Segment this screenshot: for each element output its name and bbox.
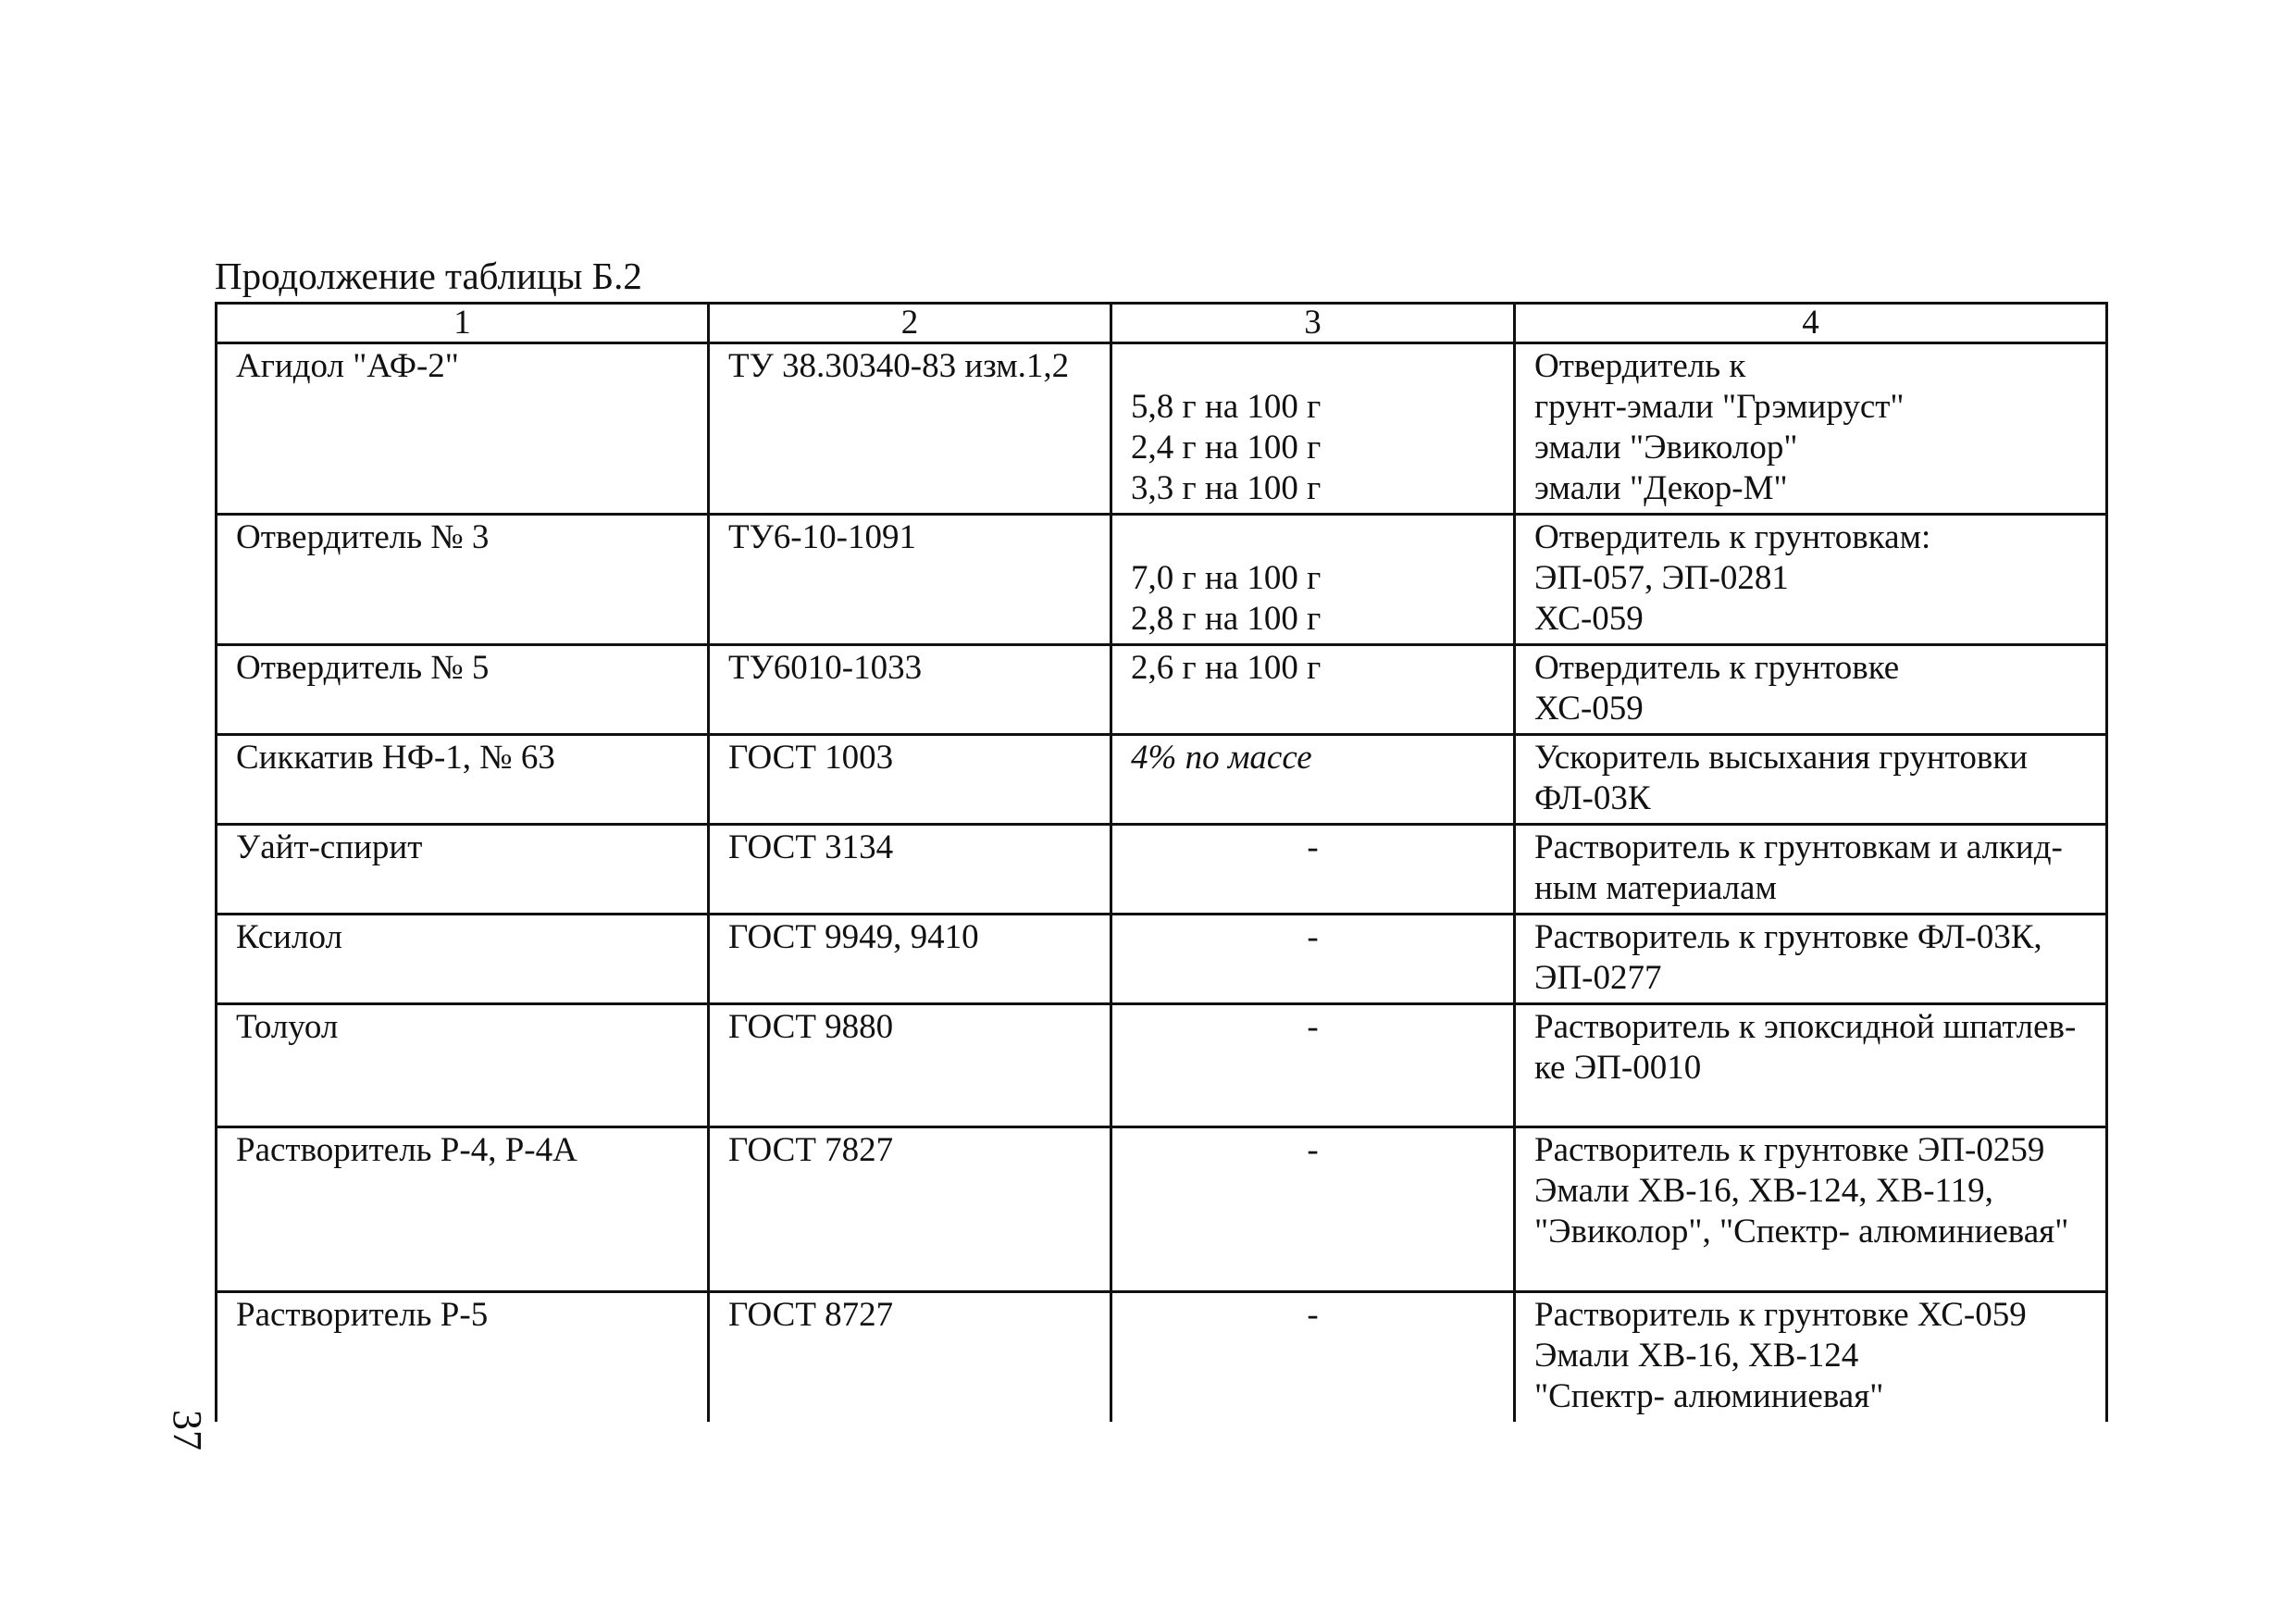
material-name-cell: Отвердитель № 3 <box>217 515 709 645</box>
dosage-cell: - <box>1111 825 1515 915</box>
page-number: 37 <box>165 1410 210 1450</box>
column-header-4: 4 <box>1515 304 2107 343</box>
dosage-cell: 2,6 г на 100 г <box>1111 645 1515 735</box>
material-name-cell: Толуол <box>217 1004 709 1127</box>
purpose-cell: Отвердитель к грунтовкам: ЭП-057, ЭП-0281 ХС-059 <box>1515 515 2107 645</box>
material-name-cell: Ксилол <box>217 915 709 1004</box>
dosage-cell: - <box>1111 1004 1515 1127</box>
standard-cell: ТУ6010-1033 <box>709 645 1111 735</box>
dosage-cell: - <box>1111 1292 1515 1422</box>
purpose-cell: Растворитель к эпоксидной шпатлев- ке ЭП-0010 <box>1515 1004 2107 1127</box>
material-name-cell: Уайт-спирит <box>217 825 709 915</box>
table-row <box>217 515 2107 645</box>
purpose-cell: Растворитель к грунтовке ХС-059 Эмали ХВ-16, ХВ-124 "Спектр- алюминиевая" <box>1515 1292 2107 1422</box>
purpose-cell: Растворитель к грунтовке ФЛ-03К, ЭП-0277 <box>1515 915 2107 1004</box>
dosage-cell: - <box>1111 915 1515 1004</box>
header-row <box>217 304 2107 343</box>
column-header-2: 2 <box>709 304 1111 343</box>
standard-cell: ГОСТ 3134 <box>709 825 1111 915</box>
table-row <box>217 645 2107 735</box>
column-header-1: 1 <box>217 304 709 343</box>
table-row <box>217 915 2107 1004</box>
purpose-cell: Отвердитель к грунтовке ХС-059 <box>1515 645 2107 735</box>
dosage-cell: 5,8 г на 100 г 2,4 г на 100 г 3,3 г на 100 г <box>1111 343 1515 515</box>
table-caption: Продолжение таблицы Б.2 <box>215 255 642 297</box>
purpose-cell: Отвердитель к грунт-эмали "Грэмируст" эмали "Эвиколор" эмали "Декор-М" <box>1515 343 2107 515</box>
table-row <box>217 1004 2107 1127</box>
dosage-cell: - <box>1111 1127 1515 1292</box>
table-row <box>217 735 2107 825</box>
dosage-cell: 7,0 г на 100 г 2,8 г на 100 г <box>1111 515 1515 645</box>
material-name-cell: Агидол "АФ-2" <box>217 343 709 515</box>
purpose-cell: Растворитель к грунтовкам и алкид- ным материалам <box>1515 825 2107 915</box>
standard-cell: ГОСТ 9949, 9410 <box>709 915 1111 1004</box>
standard-cell: ТУ6-10-1091 <box>709 515 1111 645</box>
material-name-cell: Растворитель Р-4, Р-4А <box>217 1127 709 1292</box>
standard-cell: ГОСТ 7827 <box>709 1127 1111 1292</box>
purpose-cell: Ускоритель высыхания грунтовки ФЛ-03К <box>1515 735 2107 825</box>
column-header-3: 3 <box>1111 304 1515 343</box>
material-name-cell: Сиккатив НФ-1, № 63 <box>217 735 709 825</box>
material-name-cell: Отвердитель № 5 <box>217 645 709 735</box>
table-row <box>217 343 2107 515</box>
materials-table <box>215 302 2108 1422</box>
standard-cell: ГОСТ 9880 <box>709 1004 1111 1127</box>
standard-cell: ТУ 38.30340-83 изм.1,2 <box>709 343 1111 515</box>
table-row <box>217 825 2107 915</box>
material-name-cell: Растворитель Р-5 <box>217 1292 709 1422</box>
purpose-cell: Растворитель к грунтовке ЭП-0259 Эмали ХВ-16, ХВ-124, ХВ-119, "Эвиколор", "Спектр- алюминиевая" <box>1515 1127 2107 1292</box>
dosage-cell: 4% по массе <box>1111 735 1515 825</box>
standard-cell: ГОСТ 8727 <box>709 1292 1111 1422</box>
standard-cell: ГОСТ 1003 <box>709 735 1111 825</box>
table-row <box>217 1127 2107 1292</box>
table-row <box>217 1292 2107 1422</box>
